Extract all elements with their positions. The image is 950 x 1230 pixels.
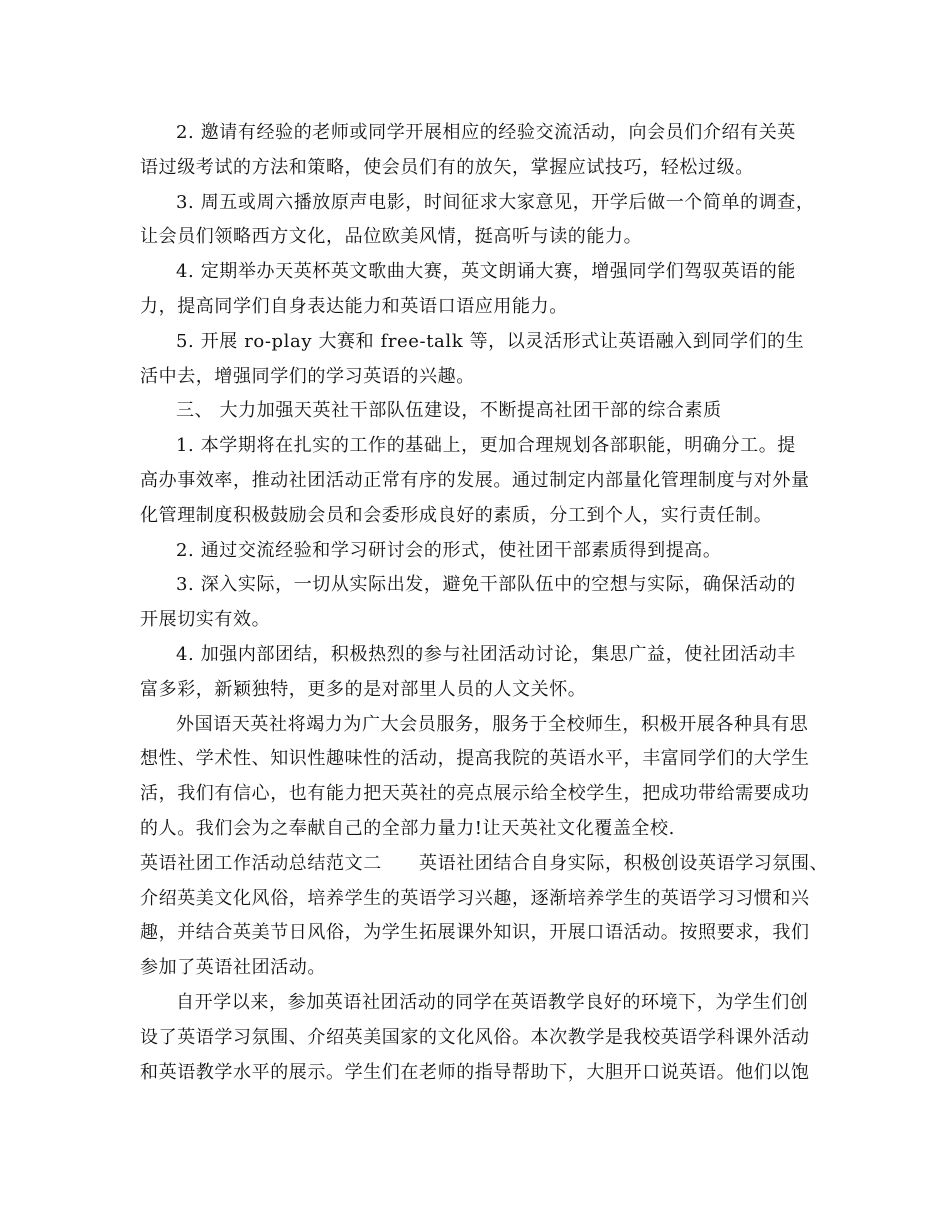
text-line: 参加了英语社团活动。 — [140, 957, 326, 979]
text-line: 开展切实有效。 — [140, 609, 271, 631]
text-line: 的人。我们会为之奉献自己的全部力量力!让天英社文化覆盖全校. — [140, 817, 675, 839]
text-line: 和英语教学水平的展示。学生们在老师的指导帮助下，大胆开口说英语。他们以饱 — [140, 1061, 810, 1083]
text-line: 5. 开展 ro-play 大赛和 free-talk 等，以灵活形式让英语融入到同学们的生 — [176, 330, 805, 352]
text-line: 介绍英美文化风俗，培养学生的英语学习兴趣，逐渐培养学生的英语学习习惯和兴 — [140, 887, 810, 909]
text-line: 力，提高同学们自身表达能力和英语口语应用能力。 — [140, 295, 568, 317]
text-line: 3. 深入实际，一切从实际出发，避免干部队伍中的空想与实际，确保活动的 — [176, 574, 796, 596]
text-line: 自开学以来，参加英语社团活动的同学在英语教学良好的环境下，为学生们创 — [176, 991, 809, 1013]
text-line: 活，我们有信心，也有能力把天英社的亮点展示给全校学生，把成功带给需要成功 — [140, 783, 810, 805]
text-line: 化管理制度积极鼓励会员和会委形成良好的素质，分工到个人，实行责任制。 — [140, 504, 773, 526]
text-line: 设了英语学习氛围、介绍英美国家的文化风俗。本次教学是我校英语学科课外活动 — [140, 1026, 810, 1048]
text-line: 想性、学术性、知识性趣味性的活动，提高我院的英语水平，丰富同学们的大学生 — [140, 748, 810, 770]
section-heading: 三、 大力加强天英社干部队伍建设，不断提高社团干部的综合素质 — [176, 400, 722, 422]
text-line: 高办事效率，推动社团活动正常有序的发展。通过制定内部量化管理制度与对外量 — [140, 469, 810, 491]
text-line: 趣，并结合英美节日风俗，为学生拓展课外知识，开展口语活动。按照要求，我们 — [140, 922, 810, 944]
text-line: 活中去，增强同学们的学习英语的兴趣。 — [140, 365, 475, 387]
text-line: 外国语天英社将竭力为广大会员服务，服务于全校师生，积极开展各种具有思 — [176, 713, 809, 735]
text-line: 2. 邀请有经验的老师或同学开展相应的经验交流活动，向会员们介绍有关英 — [176, 122, 796, 143]
text-line: 让会员们领略西方文化，品位欧美风情，挺高听与读的能力。 — [140, 226, 643, 248]
text-line: 4. 加强内部团结，积极热烈的参与社团活动讨论，集思广益，使社团活动丰 — [176, 643, 796, 665]
text-line: 语过级考试的方法和策略，使会员们有的放矢，掌握应试技巧，轻松过级。 — [140, 156, 754, 178]
text-line: 3. 周五或周六播放原声电影，时间征求大家意见，开学后做一个简单的调查， — [176, 191, 815, 213]
text-line: 富多彩，新颖独特，更多的是对部里人员的人文关怀。 — [140, 678, 587, 700]
text-line: 1. 本学期将在扎实的工作的基础上，更加合理规划各部职能，明确分工。提 — [176, 435, 796, 457]
text-line: 4. 定期举办天英杯英文歌曲大赛，英文朗诵大赛，增强同学们驾驭英语的能 — [176, 261, 796, 283]
document-body — [140, 116, 830, 1090]
text-line: 2. 通过交流经验和学习研讨会的形式，使社团干部素质得到提高。 — [176, 539, 722, 561]
section-title-line: 英语社团工作活动总结范文二 英语社团结合自身实际，积极创设英语学习氛围、 — [140, 852, 829, 874]
